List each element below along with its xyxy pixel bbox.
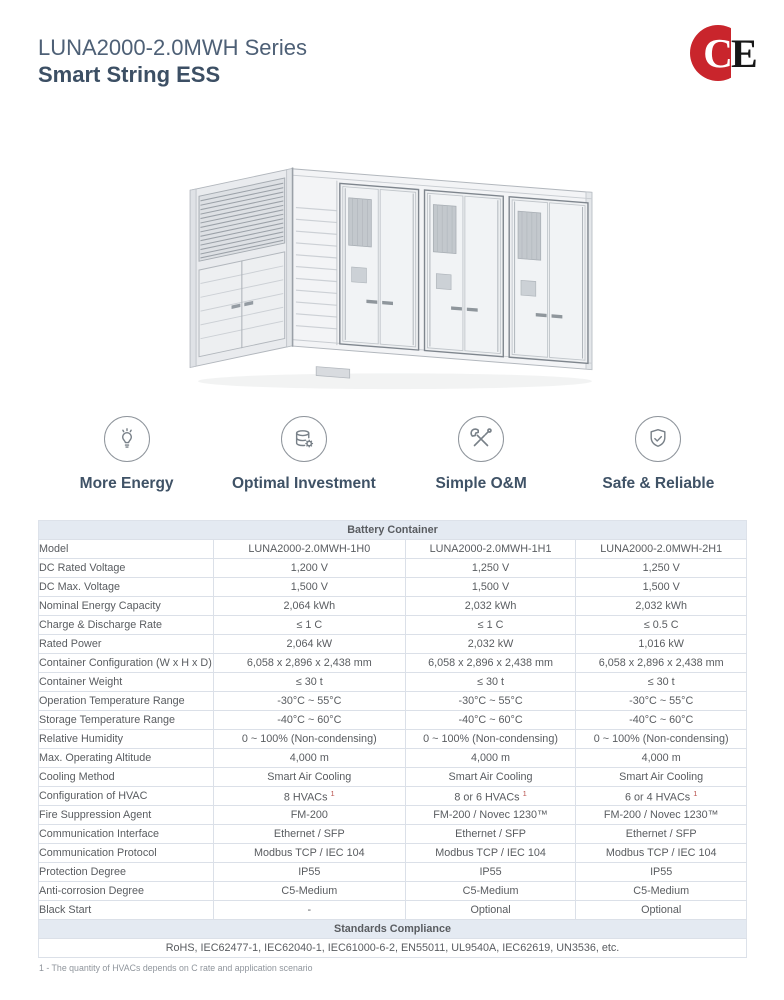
- spec-label: Storage Temperature Range: [39, 711, 214, 730]
- spec-row: [39, 730, 747, 749]
- spec-value: 1,500 V: [213, 578, 405, 597]
- spec-value: 2,032 kW: [405, 635, 576, 654]
- spec-value: -40°C ~ 60°C: [213, 711, 405, 730]
- spec-value: 8 or 6 HVACs $^1$: [405, 787, 576, 806]
- spec-value: 6,058 x 2,896 x 2,438 mm: [576, 654, 747, 673]
- ce-certification-logo: [690, 24, 756, 82]
- spec-value: IP55: [213, 863, 405, 882]
- spec-value: 8 HVACs $^1$: [213, 787, 405, 806]
- ce-logo-letter-c: C: [703, 30, 733, 76]
- table-title-row: [39, 521, 747, 540]
- spec-value: Modbus TCP / IEC 104: [213, 844, 405, 863]
- feature-more-energy: [38, 416, 215, 493]
- spec-value: 2,032 kWh: [576, 597, 747, 616]
- spec-row: [39, 882, 747, 901]
- spec-label: Relative Humidity: [39, 730, 214, 749]
- spec-value: 1,250 V: [576, 559, 747, 578]
- spec-table: [38, 520, 747, 958]
- feature-label: Simple O&M: [435, 475, 527, 492]
- spec-table-section: [38, 520, 747, 958]
- feature-label: More Energy: [79, 475, 174, 492]
- spec-value: Ethernet / SFP: [213, 825, 405, 844]
- spec-value: Modbus TCP / IEC 104: [405, 844, 576, 863]
- spec-value: Modbus TCP / IEC 104: [576, 844, 747, 863]
- spec-label: Operation Temperature Range: [39, 692, 214, 711]
- spec-value: Smart Air Cooling: [405, 768, 576, 787]
- spec-label: Fire Suppression Agent: [39, 806, 214, 825]
- page-title: LUNA2000-2.0MWH Series: [38, 35, 307, 60]
- spec-table-body: [39, 540, 747, 920]
- standards-title-row: [39, 920, 747, 939]
- spec-label: Protection Degree: [39, 863, 214, 882]
- spec-label: Anti-corrosion Degree: [39, 882, 214, 901]
- spec-value: 2,032 kWh: [405, 597, 576, 616]
- spec-value: 0 ~ 100% (Non-condensing): [405, 730, 576, 749]
- spec-value: 0 ~ 100% (Non-condensing): [213, 730, 405, 749]
- spec-value: -40°C ~ 60°C: [405, 711, 576, 730]
- lightbulb-icon: [104, 416, 150, 462]
- spec-value: -30°C ~ 55°C: [576, 692, 747, 711]
- spec-value: IP55: [576, 863, 747, 882]
- spec-value: IP55: [405, 863, 576, 882]
- battery-container-image: [176, 139, 610, 395]
- spec-value: FM-200 / Novec 1230™: [405, 806, 576, 825]
- spec-row: [39, 844, 747, 863]
- spec-value: C5-Medium: [405, 882, 576, 901]
- spec-row: [39, 768, 747, 787]
- spec-value: 6,058 x 2,896 x 2,438 mm: [213, 654, 405, 673]
- spec-value: 6 or 4 HVACs $^1$: [576, 787, 747, 806]
- spec-label: Communication Protocol: [39, 844, 214, 863]
- spec-label: Rated Power: [39, 635, 214, 654]
- spec-value: ≤ 1 C: [405, 616, 576, 635]
- spec-value: LUNA2000-2.0MWH-2H1: [576, 540, 747, 559]
- spec-value: 4,000 m: [213, 749, 405, 768]
- spec-label: Container Configuration (W x H x D): [39, 654, 214, 673]
- spec-row: [39, 863, 747, 882]
- spec-row: [39, 540, 747, 559]
- spec-value: 1,500 V: [405, 578, 576, 597]
- spec-value: ≤ 30 t: [405, 673, 576, 692]
- spec-row: [39, 711, 747, 730]
- feature-row: [38, 416, 747, 493]
- spec-value: LUNA2000-2.0MWH-1H1: [405, 540, 576, 559]
- spec-row: [39, 578, 747, 597]
- ce-logo-letter-e: E: [731, 31, 756, 76]
- spec-row: [39, 749, 747, 768]
- standards-text: RoHS, IEC62477-1, IEC62040-1, IEC61000-6-2, EN55011, UL9540A, IEC62619, UN3536, etc.: [39, 939, 747, 958]
- spec-value: 1,200 V: [213, 559, 405, 578]
- spec-value: 4,000 m: [405, 749, 576, 768]
- spec-row: [39, 806, 747, 825]
- feature-safe-reliable: [570, 416, 747, 493]
- feature-label: Optimal Investment: [231, 475, 376, 492]
- spec-label: Black Start: [39, 901, 214, 920]
- spec-value: Optional: [576, 901, 747, 920]
- spec-value: -: [213, 901, 405, 920]
- spec-row: [39, 825, 747, 844]
- spec-row: [39, 559, 747, 578]
- spec-value: 1,016 kW: [576, 635, 747, 654]
- header: [38, 0, 747, 88]
- spec-row: [39, 597, 747, 616]
- database-gear-icon: [281, 416, 327, 462]
- spec-value: 0 ~ 100% (Non-condensing): [576, 730, 747, 749]
- spec-value: FM-200 / Novec 1230™: [576, 806, 747, 825]
- page-subtitle: Smart String ESS: [38, 62, 221, 87]
- ce-logo-graphic: [690, 24, 756, 82]
- spec-value: Optional: [405, 901, 576, 920]
- spec-value: 2,064 kW: [213, 635, 405, 654]
- spec-row: [39, 635, 747, 654]
- spec-label: Nominal Energy Capacity: [39, 597, 214, 616]
- spec-label: DC Max. Voltage: [39, 578, 214, 597]
- spec-value: LUNA2000-2.0MWH-1H0: [213, 540, 405, 559]
- spec-value: Smart Air Cooling: [576, 768, 747, 787]
- spec-value: Smart Air Cooling: [213, 768, 405, 787]
- spec-label: DC Rated Voltage: [39, 559, 214, 578]
- hero-section: [38, 138, 747, 396]
- footnote-ref: 1: [330, 788, 335, 798]
- spec-value: -30°C ~ 55°C: [405, 692, 576, 711]
- spec-row: [39, 692, 747, 711]
- spec-value: ≤ 30 t: [576, 673, 747, 692]
- spec-value: ≤ 1 C: [213, 616, 405, 635]
- crossed-tools-icon: [458, 416, 504, 462]
- spec-row: [39, 787, 747, 806]
- spec-value: Ethernet / SFP: [576, 825, 747, 844]
- spec-label: Configuration of HVAC: [39, 787, 214, 806]
- spec-row: [39, 616, 747, 635]
- spec-row: [39, 654, 747, 673]
- spec-value: FM-200: [213, 806, 405, 825]
- spec-label: Communication Interface: [39, 825, 214, 844]
- spec-label: Cooling Method: [39, 768, 214, 787]
- shield-check-icon: [635, 416, 681, 462]
- spec-value: ≤ 0.5 C: [576, 616, 747, 635]
- spec-value: 1,250 V: [405, 559, 576, 578]
- spec-value: ≤ 30 t: [213, 673, 405, 692]
- spec-label: Max. Operating Altitude: [39, 749, 214, 768]
- spec-label: Container Weight: [39, 673, 214, 692]
- feature-label: Safe & Reliable: [602, 475, 715, 492]
- feature-optimal-investment: [215, 416, 392, 493]
- table-title: Battery Container: [39, 521, 747, 540]
- spec-label: Charge & Discharge Rate: [39, 616, 214, 635]
- spec-value: 6,058 x 2,896 x 2,438 mm: [405, 654, 576, 673]
- spec-row: [39, 673, 747, 692]
- footnote: 1 - The quantity of HVACs depends on C rate and application scenario: [39, 963, 313, 973]
- standards-text-row: [39, 939, 747, 958]
- spec-value: 2,064 kWh: [213, 597, 405, 616]
- spec-row: [39, 901, 747, 920]
- spec-value: -30°C ~ 55°C: [213, 692, 405, 711]
- spec-value: C5-Medium: [213, 882, 405, 901]
- spec-value: -40°C ~ 60°C: [576, 711, 747, 730]
- feature-simple-om: [393, 416, 570, 493]
- standards-title: Standards Compliance: [39, 920, 747, 939]
- spec-value: 1,500 V: [576, 578, 747, 597]
- footnote-ref: 1: [522, 788, 527, 798]
- spec-value: 4,000 m: [576, 749, 747, 768]
- spec-label: Model: [39, 540, 214, 559]
- spec-value: Ethernet / SFP: [405, 825, 576, 844]
- footnote-ref: 1: [693, 788, 698, 798]
- spec-value: C5-Medium: [576, 882, 747, 901]
